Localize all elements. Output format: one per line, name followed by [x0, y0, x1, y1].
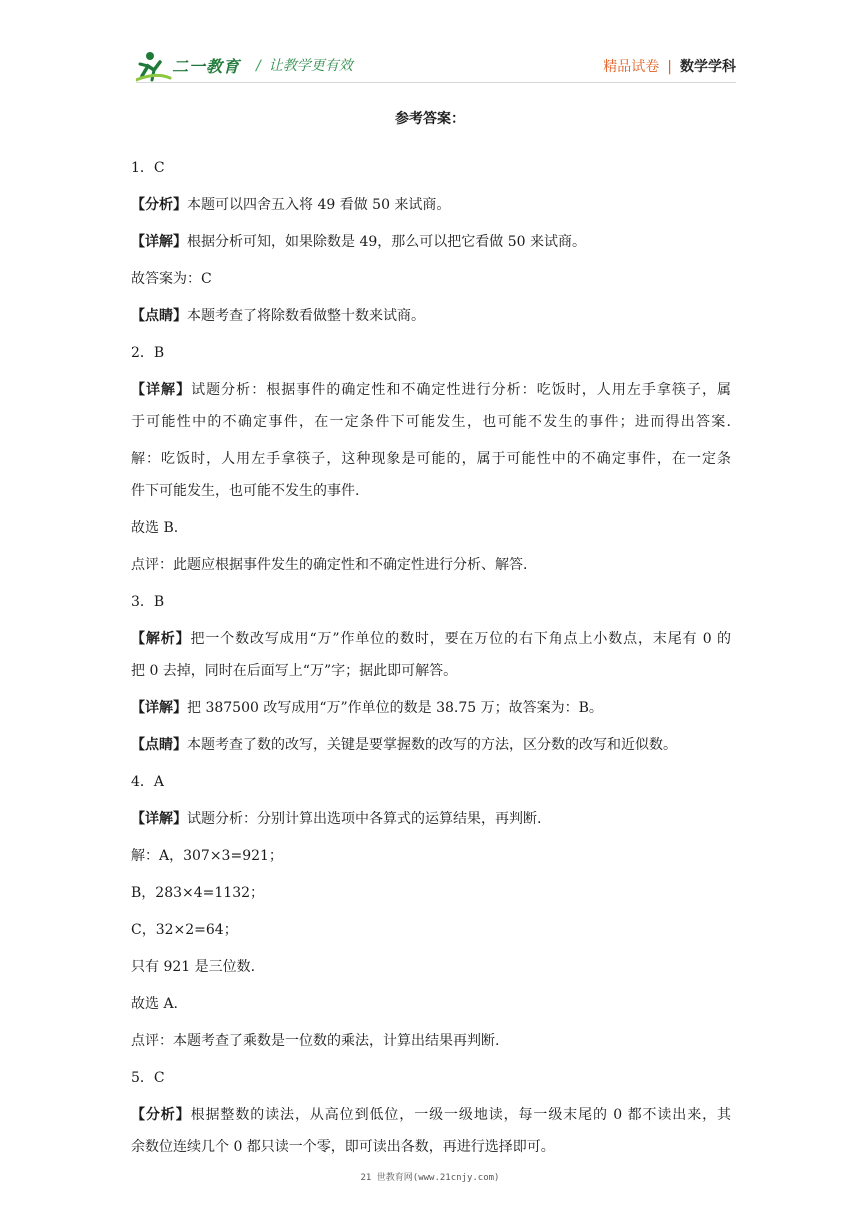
answer-number — [131, 158, 731, 178]
page-header — [136, 48, 736, 82]
answer-text: 故选 A. — [131, 996, 179, 1012]
answer-line — [131, 449, 731, 469]
answer-line — [131, 957, 731, 977]
header-divider — [136, 82, 736, 83]
answer-number-text: 3．B — [131, 594, 165, 610]
section-tag: 【详解】 — [131, 811, 187, 827]
section-tag: 【点睛】 — [131, 308, 187, 324]
answer-text: C，32×2=64； — [131, 922, 238, 938]
answer-text: 本题考查了数的改写，关键是要掌握数的改写的方法，区分数的改写和近似数。 — [187, 737, 677, 753]
slogan: / 让教学更有效 — [256, 58, 353, 74]
answer-line — [131, 380, 731, 400]
answer-text: 根据整数的读法，从高位到低位，一级一级地读，每一级末尾的 0 都不读出来，其 — [190, 1107, 731, 1123]
answer-number-text: 5．C — [131, 1070, 165, 1086]
answer-line — [131, 846, 731, 866]
header-tag-premium: 精品试卷 — [603, 59, 660, 75]
section-tag: 【分析】 — [131, 197, 187, 213]
header-separator: | — [667, 59, 672, 75]
answer-text: 只有 921 是三位数. — [131, 959, 256, 975]
answer-line — [131, 1137, 731, 1157]
answer-text: 把一个数改写成用“万”作单位的数时，要在万位的右下角点上小数点，末尾有 0 的 — [190, 631, 731, 647]
answer-text: 试题分析：分别计算出选项中各算式的运算结果，再判断. — [187, 811, 542, 827]
section-tag: 【分析】 — [131, 1107, 191, 1123]
answer-content — [131, 158, 731, 1174]
answer-line — [131, 661, 731, 681]
section-tag: 【解析】 — [131, 631, 191, 647]
answer-text: 件下可能发生，也可能不发生的事件. — [131, 483, 360, 499]
answer-text: 于可能性中的不确定事件，在一定条件下可能发生，也可能不发生的事件；进而得出答案. — [131, 414, 731, 430]
answer-line — [131, 1105, 731, 1125]
page-footer: 21 世教育网(www.21cnjy.com) — [360, 1173, 500, 1183]
answer-text: 本题可以四舍五入将 49 看做 50 来试商。 — [187, 197, 451, 213]
answer-line — [131, 920, 731, 940]
answer-line — [131, 232, 731, 252]
answer-line — [131, 698, 731, 718]
answer-number — [131, 1068, 731, 1088]
answer-text: 本题考查了将除数看做整十数来试商。 — [187, 308, 425, 324]
section-tag: 【详解】 — [131, 382, 192, 398]
answer-text: 故答案为：C — [131, 271, 212, 287]
answer-line — [131, 994, 731, 1014]
answer-text: 点评：本题考查了乘数是一位数的乘法，计算出结果再判断. — [131, 1033, 500, 1049]
brand-name: 二一教育 — [172, 57, 241, 76]
answer-line — [131, 809, 731, 829]
answer-text: 点评：此题应根据事件发生的确定性和不确定性进行分析、解答. — [131, 557, 528, 573]
answer-line — [131, 481, 731, 501]
answer-text: 解：A，307×3=921； — [131, 848, 283, 864]
answer-line — [131, 412, 731, 432]
answer-number-text: 2．B — [131, 345, 165, 361]
header-tag-subject: 数学学科 — [680, 59, 736, 75]
slogan-text: 让教学更有效 — [268, 58, 353, 74]
answer-text: 故选 B. — [131, 520, 179, 536]
section-tag: 【详解】 — [131, 700, 187, 716]
answer-text: 把 0 去掉，同时在后面写上“万”字；据此即可解答。 — [131, 663, 458, 679]
answer-number — [131, 772, 731, 792]
answer-text: 试题分析：根据事件的确定性和不确定性进行分析：吃饭时，人用左手拿筷子，属 — [191, 382, 732, 398]
answer-text: 把 387500 改写成用“万”作单位的数是 38.75 万；故答案为：B。 — [187, 700, 603, 716]
answer-line — [131, 735, 731, 755]
answer-text: 解：吃饭时，人用左手拿筷子，这种现象是可能的，属于可能性中的不确定事件，在一定条 — [131, 451, 731, 467]
page-title: 参考答案： — [395, 111, 465, 127]
answer-line — [131, 518, 731, 538]
answer-number — [131, 343, 731, 363]
answer-number-text: 4．A — [131, 774, 165, 790]
section-tag: 【点睛】 — [131, 737, 187, 753]
answer-line — [131, 629, 731, 649]
answer-number-text: 1．C — [131, 160, 165, 176]
answer-line — [131, 195, 731, 215]
answer-text: B，283×4=1132； — [131, 885, 265, 901]
answer-line — [131, 269, 731, 289]
header-tags — [603, 56, 736, 76]
answer-text: 余数位连续几个 0 都只读一个零，即可读出各数，再进行选择即可。 — [131, 1139, 555, 1155]
answer-line — [131, 1031, 731, 1051]
answer-line — [131, 555, 731, 575]
answer-number — [131, 592, 731, 612]
answer-text: 根据分析可知，如果除数是 49，那么可以把它看做 50 来试商。 — [187, 234, 586, 250]
answer-line — [131, 306, 731, 326]
answer-line — [131, 883, 731, 903]
section-tag: 【详解】 — [131, 234, 187, 250]
